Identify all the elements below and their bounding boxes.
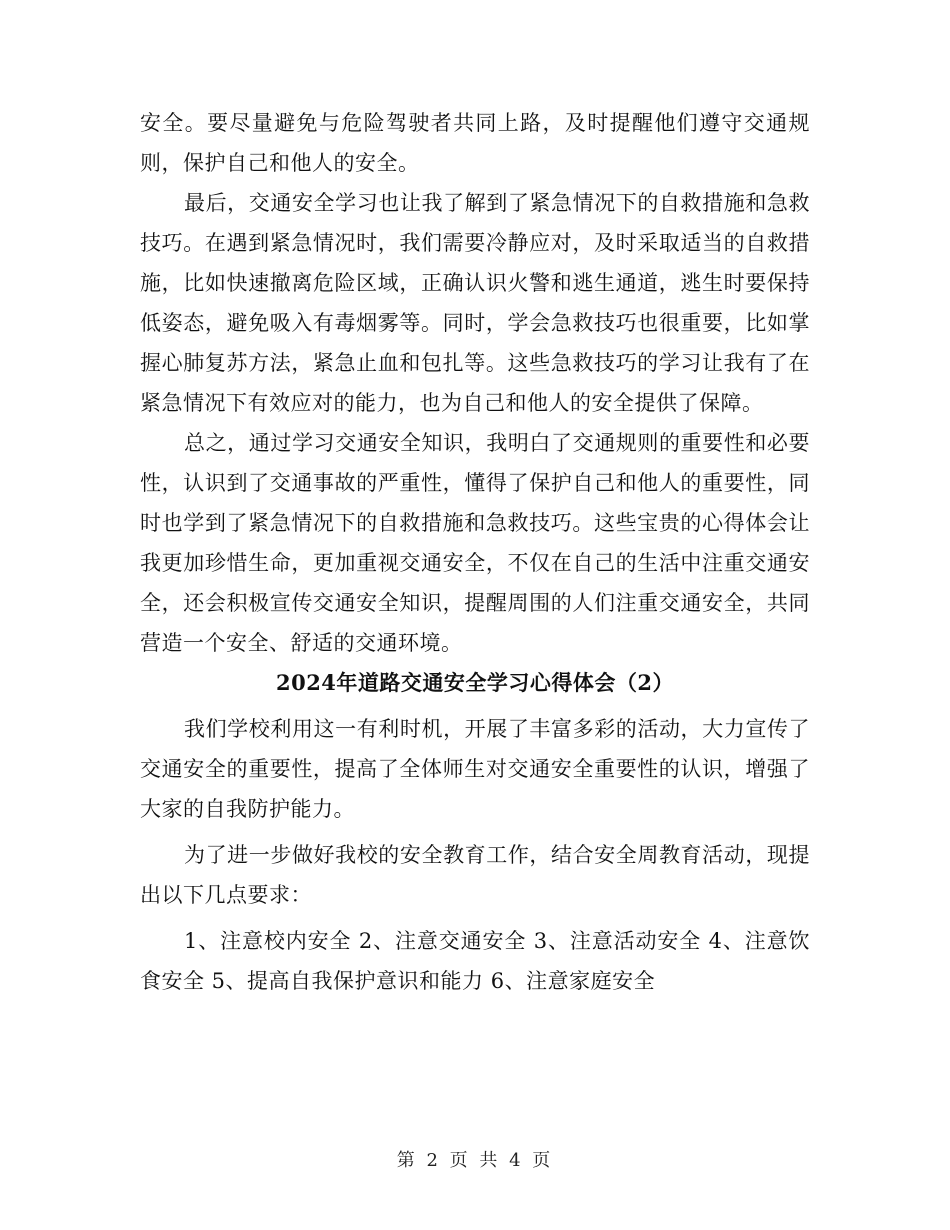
section-title: 2024年道路交通安全学习心得体会（2） — [275, 670, 675, 695]
paragraph-requirements-intro: 为了进一步做好我校的安全教育工作，结合安全周教育活动，现提出以下几点要求： — [140, 843, 810, 907]
document-body — [140, 103, 810, 1001]
paragraph-summary: 总之，通过学习交通安全知识，我明白了交通规则的重要性和必要性，认识到了交通事故的严重性，懂得了保护自己和他人的重要性，同时也学到了紧急情况下的自救措施和急救技巧。这些宝贵的心得体会让我更加珍惜生命，更加重视交通安全，不仅在自己的生活中注重交通安全，还会积极宣传交通安全知识，提醒周围的人们注重交通安全，共同营造一个安全、舒适的交通环境。 — [140, 431, 810, 655]
paragraph-emergency: 最后，交通安全学习也让我了解到了紧急情况下的自救措施和急救技巧。在遇到紧急情况时，我们需要冷静应对，及时采取适当的自救措施，比如快速撤离危险区域，正确认识火警和逃生通道，逃生时要保持低姿态，避免吸入有毒烟雾等。同时，学会急救技巧也很重要，比如掌握心肺复苏方法，紧急止血和包扎等。这些急救技巧的学习让我有了在紧急情况下有效应对的能力，也为自己和他人的安全提供了保障。 — [140, 191, 810, 415]
page-number-footer: 第 2 页 共 4 页 — [396, 1150, 554, 1171]
paragraph-requirements-list: 1、注意校内安全 2、注意交通安全 3、注意活动安全 4、注意饮食安全 5、提高自我保护意识和能力 6、注意家庭安全 — [140, 929, 810, 993]
paragraph-school-activities: 我们学校利用这一有利时机，开展了丰富多彩的活动，大力宣传了交通安全的重要性，提高了全体师生对交通安全重要性的认识，增强了大家的自我防护能力。 — [140, 717, 810, 821]
paragraph-continuation: 安全。要尽量避免与危险驾驶者共同上路，及时提醒他们遵守交通规则，保护自己和他人的安全。 — [140, 111, 810, 175]
